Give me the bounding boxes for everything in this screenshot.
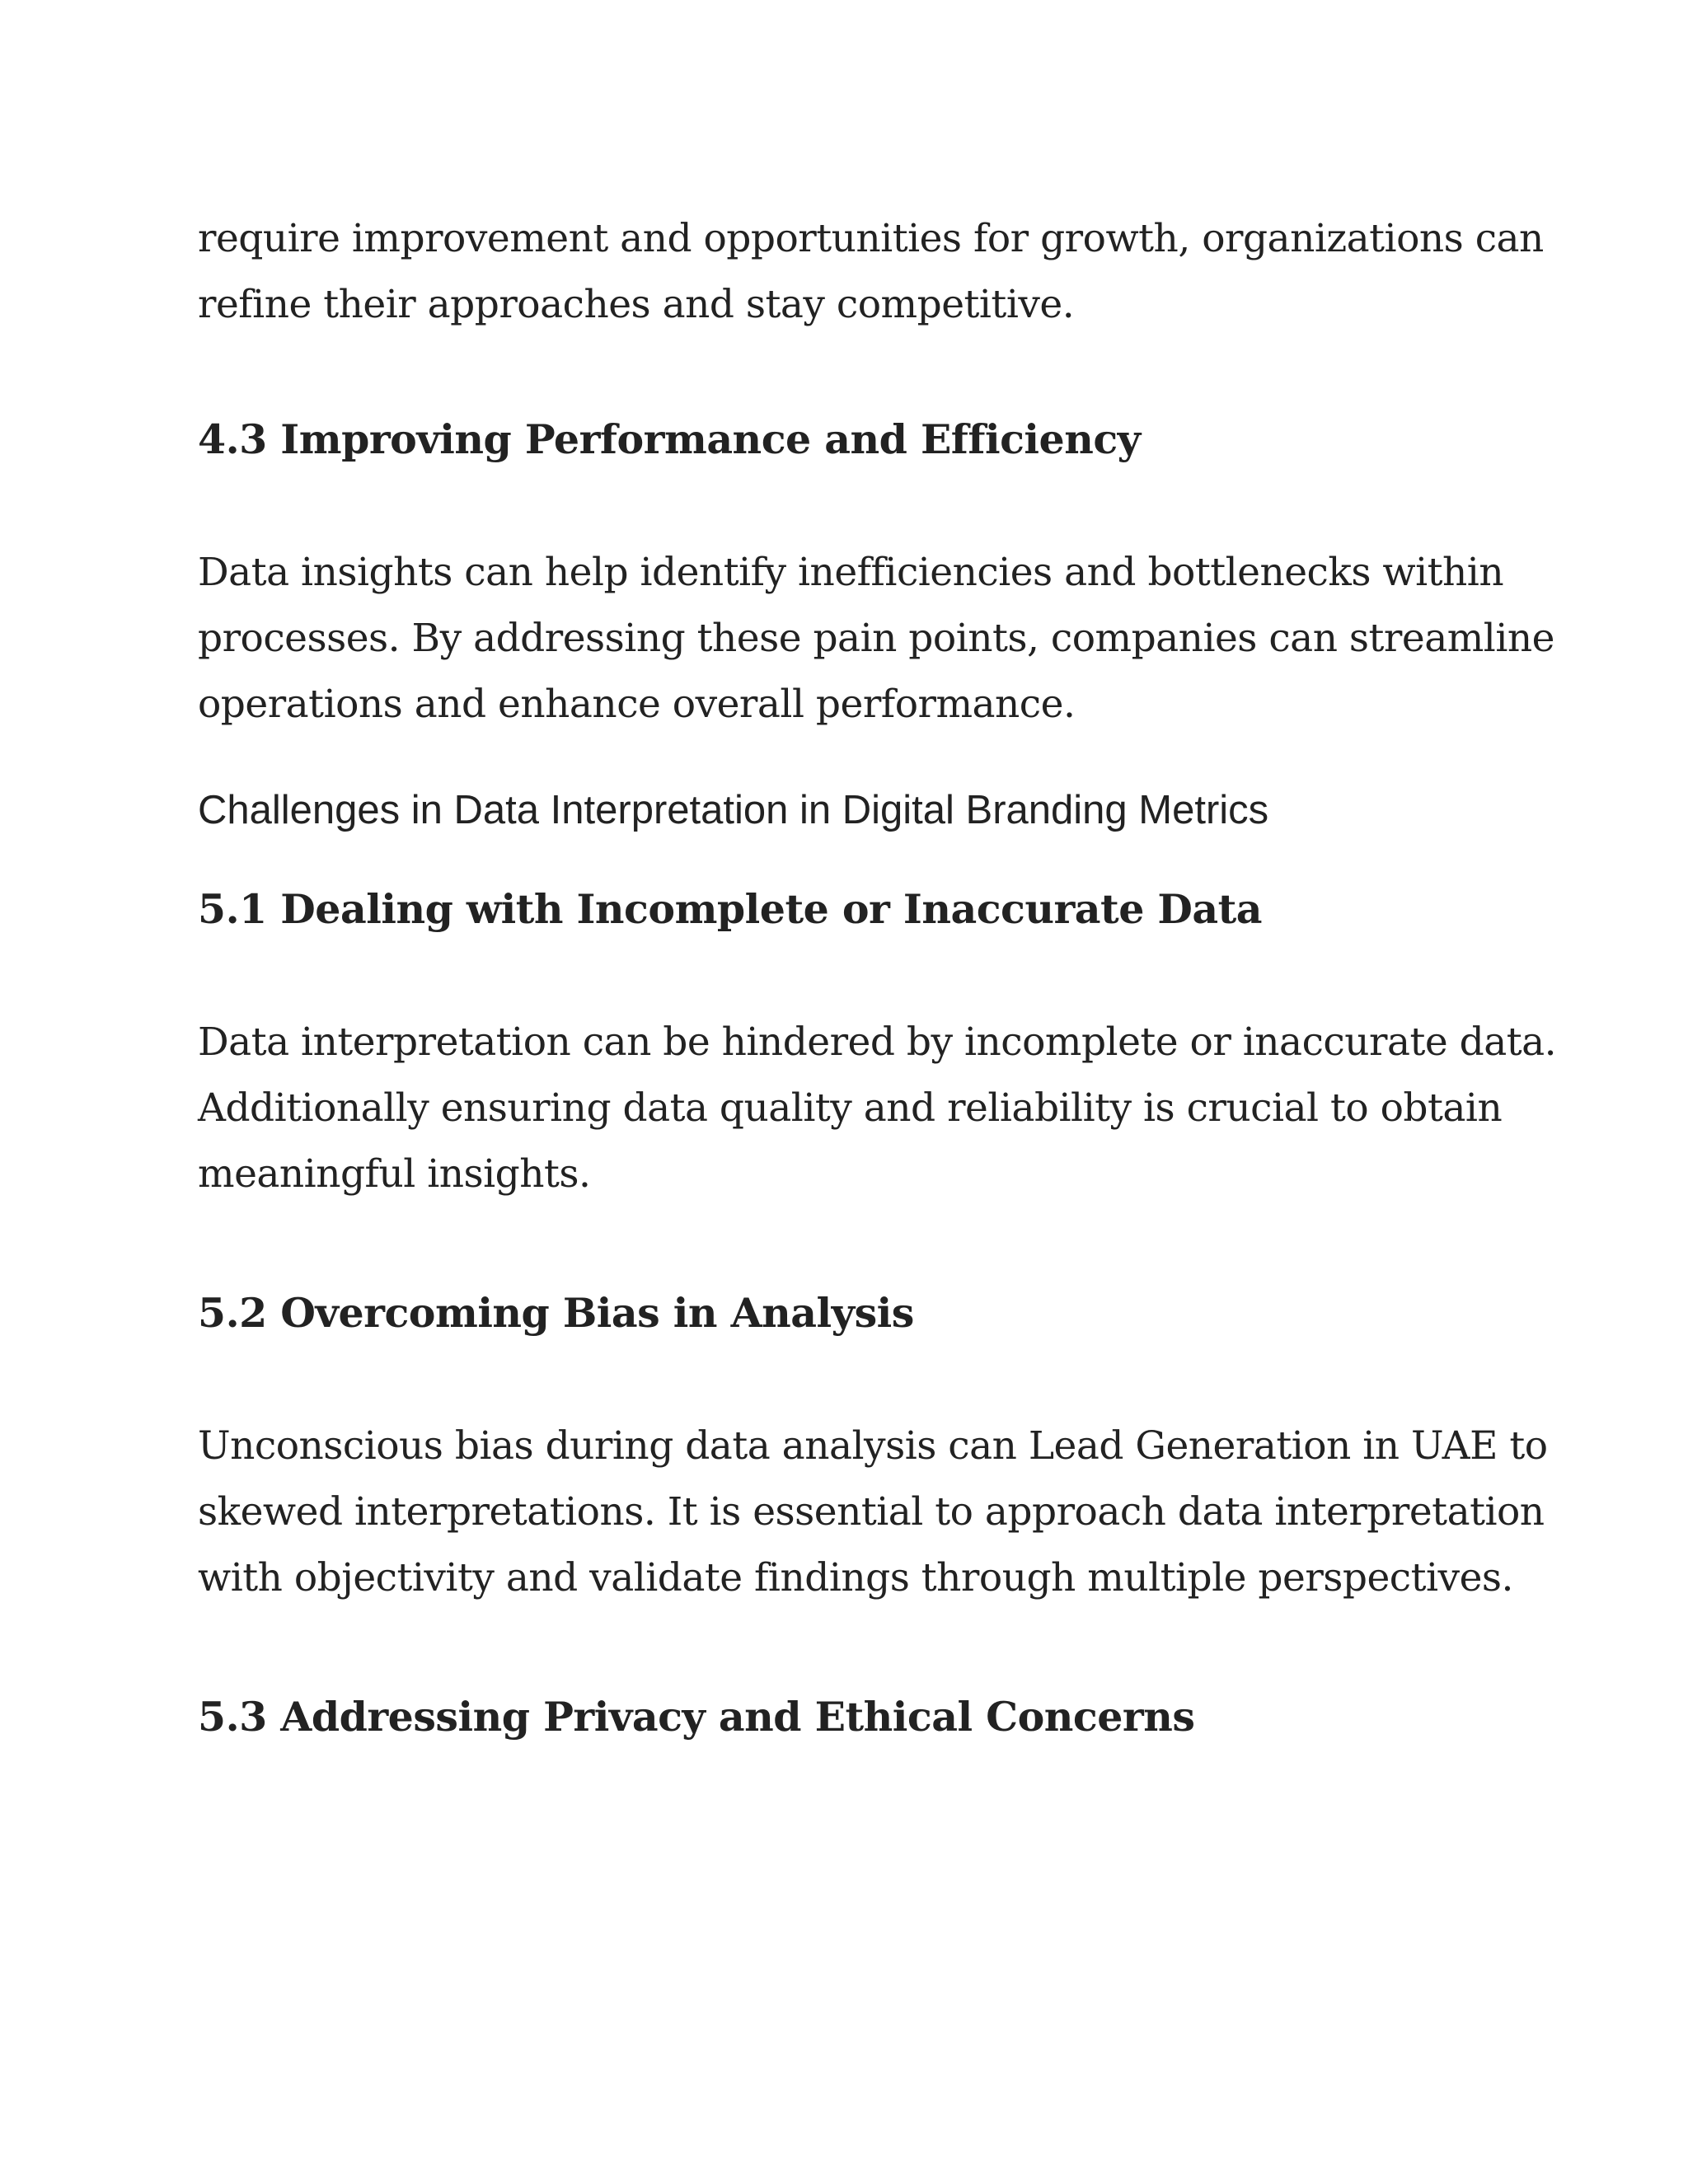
paragraph-5-1: [198, 1010, 1557, 1207]
paragraph-line: Additionally ensuring data quality and reliability is crucial to obtain: [198, 1085, 1503, 1131]
paragraph-line: Unconscious bias during data analysis can Lead Generation in UAE to: [198, 1423, 1548, 1469]
paragraph-line: operations and enhance overall performance.: [198, 682, 1076, 727]
paragraph-line: meaningful insights.: [198, 1151, 591, 1197]
heading-5-2: 5.2 Overcoming Bias in Analysis: [198, 1289, 914, 1337]
heading-5-3: 5.3 Addressing Privacy and Ethical Concerns: [198, 1693, 1195, 1741]
paragraph-line: processes. By addressing these pain points, companies can streamline: [198, 616, 1554, 661]
heading-5-1: 5.1 Dealing with Incomplete or Inaccurate Data: [198, 885, 1263, 933]
paragraph-line: refine their approaches and stay competitive.: [198, 282, 1075, 327]
paragraph-line: require improvement and opportunities for growth, organizations can: [198, 216, 1544, 261]
paragraph-5-2: [198, 1413, 1548, 1611]
paragraph-line: skewed interpretations. It is essential to approach data interpretation: [198, 1489, 1545, 1535]
section-5-title: Challenges in Data Interpretation in Digital Branding Metrics: [198, 788, 1269, 832]
paragraph-4-3: [198, 540, 1554, 738]
intro-paragraph: [198, 206, 1544, 338]
heading-4-3: 4.3 Improving Performance and Efficiency: [198, 415, 1141, 463]
paragraph-line: with objectivity and validate findings through multiple perspectives.: [198, 1555, 1513, 1601]
paragraph-line: Data interpretation can be hindered by incomplete or inaccurate data.: [198, 1019, 1557, 1065]
paragraph-line: Data insights can help identify inefficiencies and bottlenecks within: [198, 550, 1504, 595]
